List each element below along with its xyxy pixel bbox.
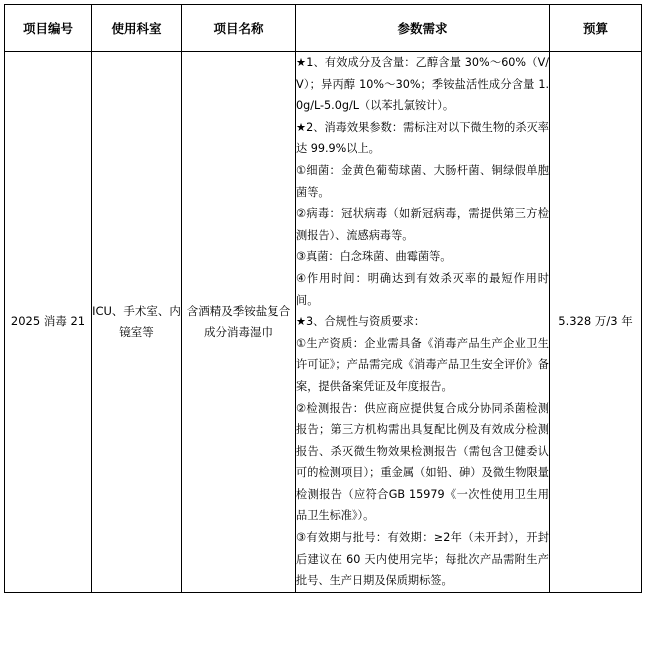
requirement-paragraph: ③真菌：白念珠菌、曲霉菌等。 [296,250,452,264]
header-department: 使用科室 [92,5,182,52]
requirement-paragraph: ★2、消毒效果参数：需标注对以下微生物的杀灭率达 99.9%以上。 [296,120,549,156]
requirement-paragraph: ③有效期与批号：有效期：≥2年（未开封），开封后建议在 60 天内使用完毕；每批次产品需附生产批号、生产日期及保质期标签。 [296,531,549,588]
header-requirements: 参数需求 [296,5,550,52]
cell-project-name: 含酒精及季铵盐复合成分消毒湿巾 [182,52,296,593]
requirement-paragraph: ①生产资质：企业需具备《消毒产品生产企业卫生许可证》；产品需完成《消毒产品卫生安全评价》备案，提供备案凭证及年度报告。 [296,336,549,393]
cell-project-code: 2025 消毒 21 [5,52,92,593]
requirement-paragraph: ②病毒：冠状病毒（如新冠病毒，需提供第三方检测报告）、流感病毒等。 [296,207,549,242]
cell-requirements [296,52,550,593]
header-budget: 预算 [550,5,642,52]
requirement-paragraph: ②检测报告：供应商应提供复合成分协同杀菌检测报告；第三方机构需出具复配比例及有效成分检测报告、杀灭微生物效果检测报告（需包含卫健委认可的检测项目）；重金属（如铅、砷）及微生物限量检测报告（应符合GB 15979《一次性使用卫生用品卫生标准》）。 [296,401,549,523]
requirement-paragraph: ★1、有效成分及含量：乙醇含量 30%～60%（V/V）；异丙醇 10%～30%；季铵盐活性成分含量 1.0g/L-5.0g/L（以苯扎氯铵计）。 [296,56,549,113]
cell-budget: 5.328 万/3 年 [550,52,642,593]
requirement-paragraph: ①细菌：金黄色葡萄球菌、大肠杆菌、铜绿假单胞菌等。 [296,163,549,199]
requirements-table [4,4,642,593]
requirement-paragraph: ④作用时间：明确达到有效杀灭率的最短作用时间。 [296,271,549,307]
table-row [5,52,642,593]
requirement-paragraph: ★3、合规性与资质要求： [296,315,426,329]
header-project-name: 项目名称 [182,5,296,52]
header-project-code: 项目编号 [5,5,92,52]
header-row [5,5,642,52]
cell-department: ICU、手术室、内镜室等 [92,52,182,593]
